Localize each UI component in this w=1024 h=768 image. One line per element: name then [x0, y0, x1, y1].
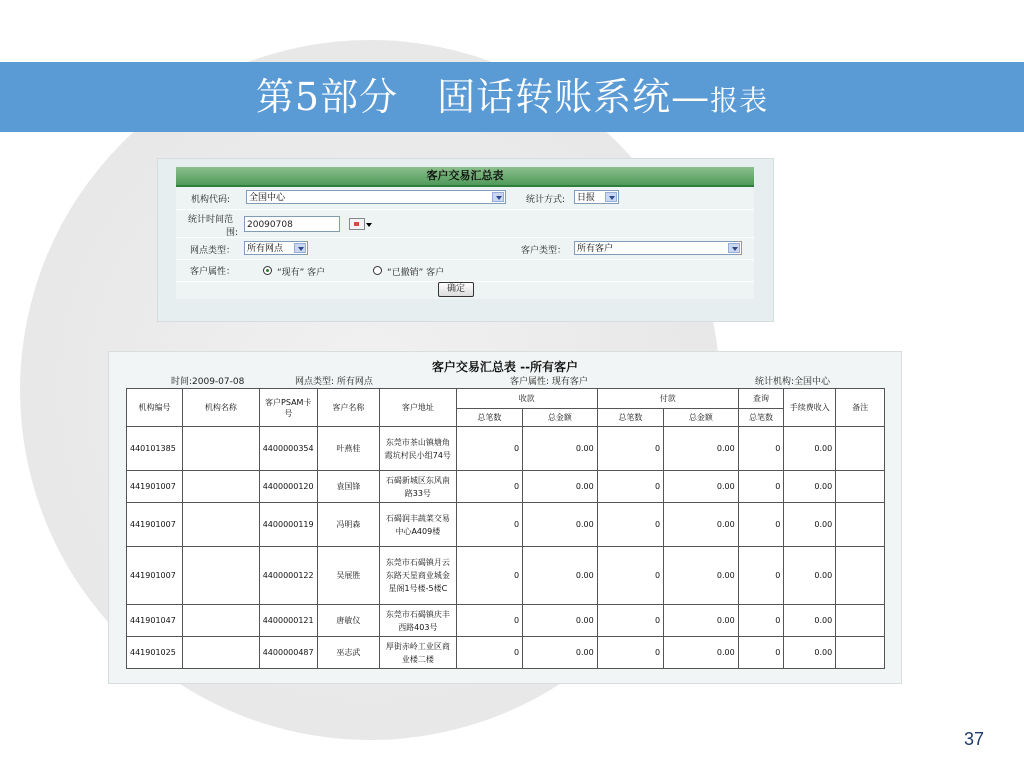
- cell-pay-amount: 0.00: [664, 427, 739, 471]
- cell-org-name: [182, 547, 259, 605]
- report-panel: [108, 351, 902, 684]
- cell-query-count: 0: [738, 547, 784, 605]
- cell-psam: 4400000119: [259, 503, 317, 547]
- cell-pay-count: 0: [597, 605, 663, 637]
- cell-cust-addr: 东莞市茶山镇塘角霞坑村民小组74号: [379, 427, 456, 471]
- form-row-attr: [176, 259, 754, 282]
- col-pay-amount: 总金额: [664, 409, 739, 427]
- cell-fee: 0.00: [784, 503, 836, 547]
- report-title: 客户交易汇总表 --所有客户: [431, 360, 579, 374]
- radio-existing[interactable]: [263, 266, 272, 275]
- branch-type-label: 网点类型：: [190, 246, 236, 256]
- cell-remark: [836, 427, 885, 471]
- cell-psam: 4400000354: [259, 427, 317, 471]
- cell-psam: 4400000120: [259, 471, 317, 503]
- cell-cust-addr: 东莞市石碣镇庆丰西路403号: [379, 605, 456, 637]
- cell-receive-count: 0: [456, 637, 522, 669]
- calendar-icon[interactable]: [349, 218, 365, 230]
- time-range-label-line2: 围:: [226, 228, 239, 238]
- col-cust-name: 客户名称: [317, 389, 379, 427]
- slide-title-dash: —: [671, 75, 711, 119]
- title-bar: [0, 62, 1024, 132]
- cell-receive-count: 0: [456, 547, 522, 605]
- cell-remark: [836, 503, 885, 547]
- cell-pay-count: 0: [597, 471, 663, 503]
- chevron-down-icon[interactable]: [605, 192, 617, 202]
- time-range-label-line1: 统计时间范: [188, 215, 234, 225]
- table-row: [127, 503, 885, 547]
- time-range-input[interactable]: 20090708: [244, 216, 340, 232]
- cell-pay-count: 0: [597, 547, 663, 605]
- cell-pay-count: 0: [597, 427, 663, 471]
- customer-type-value: 所有客户: [577, 244, 614, 254]
- cell-org-no: 441901025: [127, 637, 183, 669]
- cell-org-no: 441901047: [127, 605, 183, 637]
- cell-remark: [836, 471, 885, 503]
- report-meta-customer-attr: 客户属性: 现有客户: [510, 377, 588, 387]
- cell-fee: 0.00: [784, 471, 836, 503]
- slide-number: 37: [963, 729, 984, 749]
- cell-receive-amount: 0.00: [523, 471, 598, 503]
- table-row: [127, 605, 885, 637]
- cell-receive-count: 0: [456, 605, 522, 637]
- cell-pay-amount: 0.00: [664, 637, 739, 669]
- cell-receive-count: 0: [456, 427, 522, 471]
- col-org-no: 机构编号: [127, 389, 183, 427]
- cell-org-no: 441901007: [127, 547, 183, 605]
- table-row: [127, 427, 885, 471]
- cell-query-count: 0: [738, 503, 784, 547]
- cell-cust-name: 吴展胜: [317, 547, 379, 605]
- customer-attr-label: 客户属性：: [190, 267, 236, 277]
- cell-query-count: 0: [738, 605, 784, 637]
- cell-org-no: 441901007: [127, 471, 183, 503]
- col-pay-count: 总笔数: [597, 409, 663, 427]
- cell-receive-amount: 0.00: [523, 605, 598, 637]
- col-receive: 收款: [456, 389, 597, 409]
- cell-pay-amount: 0.00: [664, 605, 739, 637]
- cell-cust-addr: 石碣新城区东风南路33号: [379, 471, 456, 503]
- customer-type-select[interactable]: [574, 241, 742, 255]
- cell-psam: 4400000122: [259, 547, 317, 605]
- form-row-type: [176, 237, 754, 260]
- cell-pay-amount: 0.00: [664, 471, 739, 503]
- cell-fee: 0.00: [784, 547, 836, 605]
- cell-cust-addr: 东莞市石碣镇月云东路天星商业城金星阁1号楼-5楼C: [379, 547, 456, 605]
- cell-fee: 0.00: [784, 427, 836, 471]
- cell-cust-name: 叶燕桂: [317, 427, 379, 471]
- col-org-name: 机构名称: [182, 389, 259, 427]
- chevron-down-icon[interactable]: [294, 243, 306, 253]
- cell-receive-amount: 0.00: [523, 503, 598, 547]
- cell-query-count: 0: [738, 637, 784, 669]
- form-header: 客户交易汇总表: [176, 167, 754, 187]
- radio-cancelled[interactable]: [373, 266, 382, 275]
- query-form-panel: [157, 158, 774, 322]
- col-fee: 手续费收入: [784, 389, 836, 427]
- cell-org-name: [182, 503, 259, 547]
- report-meta-org: 统计机构:全国中心: [755, 377, 831, 387]
- radio-existing-label: “现有” 客户: [277, 268, 326, 278]
- cell-query-count: 0: [738, 471, 784, 503]
- table-row: [127, 637, 885, 669]
- cell-pay-amount: 0.00: [664, 547, 739, 605]
- col-cust-addr: 客户地址: [379, 389, 456, 427]
- cell-remark: [836, 605, 885, 637]
- branch-type-select[interactable]: [244, 241, 308, 255]
- cell-org-name: [182, 471, 259, 503]
- cell-cust-name: 唐敏仪: [317, 605, 379, 637]
- stat-method-value: 日报: [577, 193, 596, 203]
- col-receive-count: 总笔数: [456, 409, 522, 427]
- cell-pay-amount: 0.00: [664, 503, 739, 547]
- form-row-time: [176, 209, 754, 238]
- cell-cust-name: 冯明森: [317, 503, 379, 547]
- form-row-org: [176, 187, 754, 209]
- stat-method-label: 统计方式:: [526, 195, 566, 205]
- cell-cust-name: 巫志武: [317, 637, 379, 669]
- cell-remark: [836, 637, 885, 669]
- org-code-label: 机构代码:: [191, 195, 231, 205]
- customer-type-label: 客户类型：: [521, 246, 567, 256]
- report-meta-time: 时间:2009-07-08: [171, 377, 245, 387]
- slide-title-main: 第5部分 固话转账系统: [255, 75, 672, 119]
- org-code-select[interactable]: [246, 190, 506, 204]
- cell-psam: 4400000487: [259, 637, 317, 669]
- slide-title-sub: 报表: [710, 84, 769, 117]
- cell-fee: 0.00: [784, 637, 836, 669]
- cell-org-name: [182, 637, 259, 669]
- cell-receive-amount: 0.00: [523, 637, 598, 669]
- cell-org-name: [182, 427, 259, 471]
- cell-receive-amount: 0.00: [523, 427, 598, 471]
- cell-pay-count: 0: [597, 637, 663, 669]
- slide-title: [0, 62, 1024, 132]
- cell-org-no: 441901007: [127, 503, 183, 547]
- cell-receive-count: 0: [456, 471, 522, 503]
- cell-cust-addr: 厚街赤岭工业区商业楼二楼: [379, 637, 456, 669]
- confirm-button[interactable]: 确定: [438, 282, 474, 297]
- branch-type-value: 所有网点: [247, 244, 284, 254]
- cell-psam: 4400000121: [259, 605, 317, 637]
- stat-method-select[interactable]: [574, 190, 619, 204]
- report-table-body: [127, 427, 885, 669]
- col-pay: 付款: [597, 389, 738, 409]
- col-query-count: 总笔数: [738, 409, 784, 427]
- radio-cancelled-label: “已撤销” 客户: [387, 268, 445, 278]
- report-table: [126, 388, 885, 669]
- cell-org-name: [182, 605, 259, 637]
- col-psam: 客户PSAM卡号: [259, 389, 317, 427]
- form-row-submit: [176, 281, 754, 300]
- cell-receive-amount: 0.00: [523, 547, 598, 605]
- chevron-down-icon[interactable]: [728, 243, 740, 253]
- table-row: [127, 471, 885, 503]
- cell-pay-count: 0: [597, 503, 663, 547]
- chevron-down-icon[interactable]: [492, 192, 504, 202]
- cell-cust-addr: 石碣润丰蔬菜交易中心A409楼: [379, 503, 456, 547]
- calendar-dropdown-icon[interactable]: [366, 223, 372, 227]
- report-meta-branch-type: 网点类型: 所有网点: [295, 377, 373, 387]
- table-row: [127, 547, 885, 605]
- col-receive-amount: 总金额: [523, 409, 598, 427]
- cell-fee: 0.00: [784, 605, 836, 637]
- cell-remark: [836, 547, 885, 605]
- org-code-value: 全国中心: [249, 193, 286, 203]
- cell-cust-name: 袁国锋: [317, 471, 379, 503]
- col-query: 查询: [738, 389, 784, 409]
- form-body: [176, 187, 754, 299]
- cell-org-no: 440101385: [127, 427, 183, 471]
- col-remark: 备注: [836, 389, 885, 427]
- cell-query-count: 0: [738, 427, 784, 471]
- cell-receive-count: 0: [456, 503, 522, 547]
